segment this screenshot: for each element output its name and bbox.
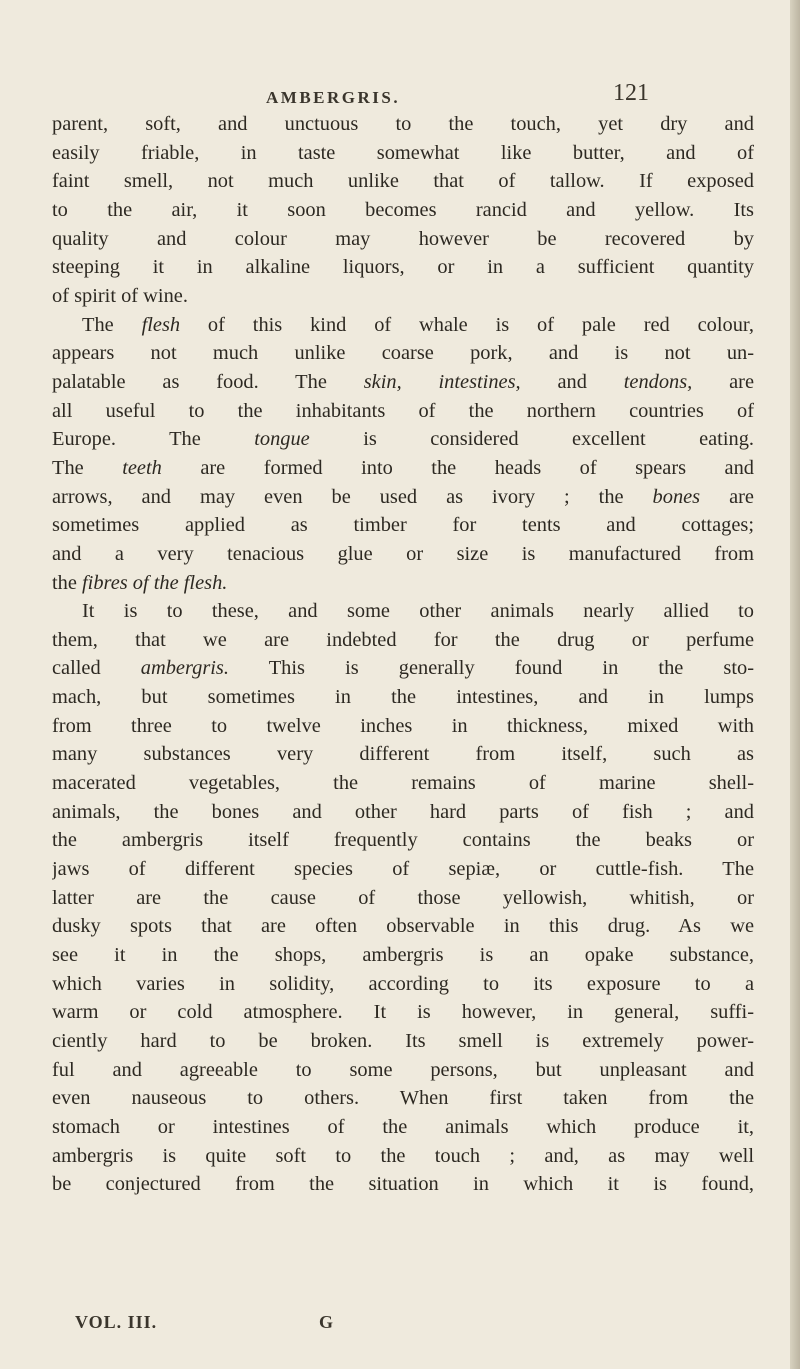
text-run: is considered excellent eating. bbox=[309, 428, 754, 451]
text-line bbox=[52, 454, 754, 483]
text-run: easily friable, in taste somewhat like butter, and of bbox=[52, 141, 754, 164]
text-line bbox=[52, 1170, 754, 1199]
text-run: are bbox=[700, 485, 754, 508]
text-line bbox=[52, 769, 754, 798]
text-line bbox=[52, 139, 754, 168]
text-run: which varies in solidity, according to its exposure to a bbox=[52, 972, 754, 995]
text-line bbox=[52, 654, 754, 683]
text-run: them, that we are indebted for the drug or perfume bbox=[52, 628, 754, 651]
text-line bbox=[52, 425, 754, 454]
text-run: from three to twelve inches in thickness, mixed with bbox=[52, 714, 754, 737]
text-run: are bbox=[692, 370, 754, 393]
text-line bbox=[52, 626, 754, 655]
text-line bbox=[52, 912, 754, 941]
volume-mark: VOL. III. bbox=[75, 1312, 158, 1332]
text-run: sometimes applied as timber for tents and cottages; bbox=[52, 514, 754, 537]
text-line bbox=[52, 368, 754, 397]
text-run: steeping it in alkaline liquors, or in a sufficient quantity bbox=[52, 256, 754, 279]
text-run: parent, soft, and unctuous to the touch, yet dry and bbox=[52, 113, 754, 135]
text-run: called bbox=[52, 657, 141, 680]
text-line bbox=[52, 311, 754, 340]
text-line bbox=[52, 826, 754, 855]
text-run: macerated vegetables, the remains of marine shell- bbox=[52, 772, 754, 795]
text-line bbox=[52, 339, 754, 368]
text-run: quality and colour may however be recovered by bbox=[52, 227, 754, 250]
text-line bbox=[52, 1027, 754, 1056]
text-run: dusky spots that are often observable in this drug. As we bbox=[52, 915, 754, 938]
text-run: of spirit of wine. bbox=[52, 284, 188, 307]
text-run: many substances very different from itself, such as bbox=[52, 743, 754, 766]
page-number: 121 bbox=[613, 80, 649, 106]
italic-term: tongue bbox=[254, 428, 310, 451]
text-run: faint smell, not much unlike that of tallow. If exposed bbox=[52, 170, 754, 193]
text-run: ful and agreeable to some persons, but unpleasant and bbox=[52, 1058, 754, 1081]
text-line bbox=[52, 1142, 754, 1171]
page-footer bbox=[75, 1312, 775, 1338]
text-line bbox=[52, 483, 754, 512]
text-run: and a very tenacious glue or size is manufactured from bbox=[52, 542, 754, 565]
text-run: of this kind of whale is of pale red colour, bbox=[180, 313, 754, 336]
text-line bbox=[52, 798, 754, 827]
text-run: arrows, and may even be used as ivory ; the bbox=[52, 485, 653, 508]
text-line bbox=[52, 282, 754, 311]
text-run: the ambergris itself frequently contains the beaks or bbox=[52, 829, 754, 852]
text-line bbox=[52, 970, 754, 999]
text-line bbox=[52, 225, 754, 254]
text-run: animals, the bones and other hard parts of fish ; and bbox=[52, 800, 754, 823]
text-run: This is generally found in the sto- bbox=[228, 657, 754, 680]
body-text bbox=[52, 110, 754, 1199]
text-line bbox=[52, 167, 754, 196]
italic-term: ambergris. bbox=[140, 657, 229, 680]
text-run: appears not much unlike coarse pork, and is not un- bbox=[52, 342, 754, 365]
text-line bbox=[52, 941, 754, 970]
text-line bbox=[52, 597, 754, 626]
text-line bbox=[52, 884, 754, 913]
text-line bbox=[52, 683, 754, 712]
text-run: latter are the cause of those yellowish, whitish, or bbox=[52, 886, 754, 909]
text-run: the bbox=[52, 571, 83, 594]
text-run: palatable as food. The bbox=[52, 370, 364, 393]
text-run: are formed into the heads of spears and bbox=[161, 456, 754, 479]
text-run: mach, but sometimes in the intestines, and in lumps bbox=[52, 686, 754, 709]
page-header bbox=[0, 80, 790, 110]
italic-term: teeth bbox=[122, 456, 162, 479]
text-line bbox=[52, 540, 754, 569]
text-line bbox=[52, 196, 754, 225]
text-line bbox=[52, 855, 754, 884]
signature-mark: G bbox=[319, 1312, 335, 1332]
italic-term: skin, intestines, bbox=[363, 370, 521, 393]
italic-term: flesh bbox=[141, 313, 181, 336]
text-run: It is to these, and some other animals nearly allied to bbox=[82, 600, 754, 623]
text-run: stomach or intestines of the animals which produce it, bbox=[52, 1115, 754, 1138]
text-run: all useful to the inhabitants of the northern countries of bbox=[52, 399, 754, 422]
text-run: see it in the shops, ambergris is an opake substance, bbox=[52, 944, 754, 967]
text-line bbox=[52, 1056, 754, 1085]
text-line bbox=[52, 740, 754, 769]
text-run: ambergris is quite soft to the touch ; and, as may well bbox=[52, 1144, 754, 1167]
text-line bbox=[52, 569, 754, 598]
text-run: The bbox=[52, 456, 123, 479]
text-line bbox=[52, 253, 754, 282]
italic-term: bones bbox=[652, 485, 701, 508]
text-run: Europe. The bbox=[52, 428, 255, 451]
text-run: jaws of different species of sepiæ, or cuttle-fish. The bbox=[52, 858, 754, 881]
text-line bbox=[52, 397, 754, 426]
page-edge bbox=[790, 0, 800, 1369]
text-run: The bbox=[82, 313, 142, 336]
text-run: to the air, it soon becomes rancid and yellow. Its bbox=[52, 198, 754, 221]
italic-term: tendons, bbox=[623, 370, 693, 393]
text-run: warm or cold atmosphere. It is however, in general, suffi- bbox=[52, 1001, 754, 1024]
text-run: ciently hard to be broken. Its smell is extremely power- bbox=[52, 1030, 754, 1052]
text-run: and bbox=[520, 370, 624, 393]
italic-term: fibres of the flesh. bbox=[82, 571, 228, 594]
text-line bbox=[52, 712, 754, 741]
text-line bbox=[52, 1084, 754, 1113]
running-head: AMBERGRIS. bbox=[266, 88, 401, 107]
text-line bbox=[52, 511, 754, 540]
text-line bbox=[52, 998, 754, 1027]
text-run: be conjectured from the situation in which it is found, bbox=[52, 1173, 754, 1196]
text-line bbox=[52, 110, 754, 139]
text-run: even nauseous to others. When first taken from the bbox=[52, 1087, 754, 1110]
text-line bbox=[52, 1113, 754, 1142]
